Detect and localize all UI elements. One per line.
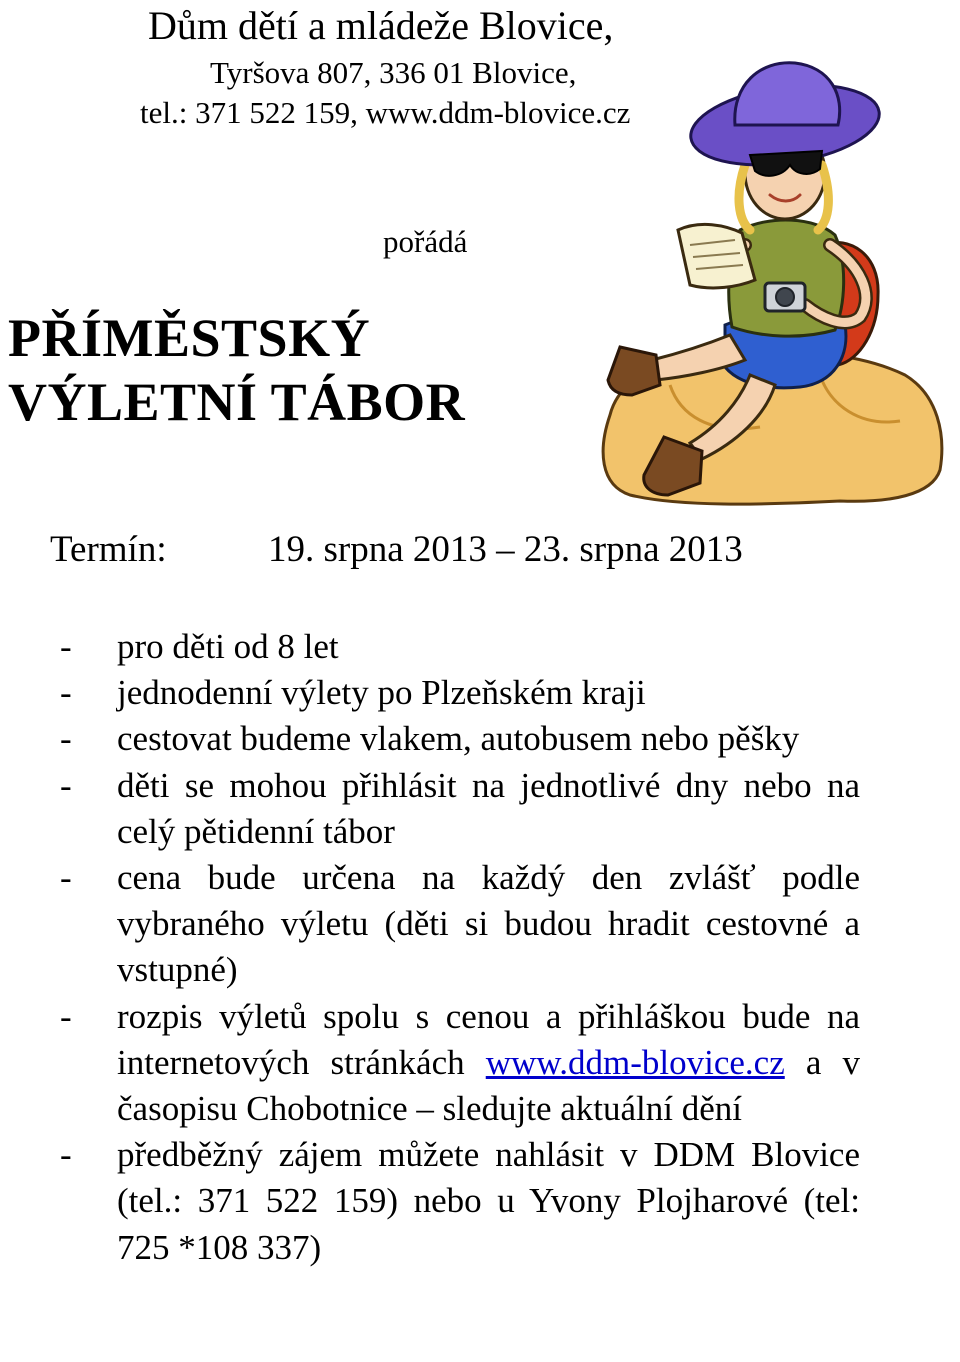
org-contact: tel.: 371 522 159, www.ddm-blovice.cz (140, 95, 631, 130)
bullet-text-pre: rozpis výletů spolu s cenou a přihláškou bude na internetových stránkách (117, 996, 860, 1082)
list-item (60, 1132, 860, 1271)
bullet-dash: - (60, 858, 72, 898)
org-address: Tyršova 807, 336 01 Blovice, (210, 55, 577, 90)
bullet-dash: - (60, 1135, 72, 1175)
bullet-dash: - (60, 719, 72, 759)
bullet-dash: - (60, 765, 72, 805)
title-line-2: VÝLETNÍ TÁBOR (8, 372, 466, 432)
bullet-text: pro děti od 8 let (117, 627, 339, 666)
termin-value: 19. srpna 2013 – 23. srpna 2013 (268, 529, 743, 570)
list-item (60, 716, 860, 762)
website-link[interactable]: www.ddm-blovice.cz (485, 1042, 785, 1082)
hiker-illustration (560, 55, 950, 510)
termin-label: Termín: (50, 529, 167, 570)
list-item (60, 624, 860, 670)
bullet-text: cena bude určena na každý den zvlášť podle vybraného výletu (děti si budou hradit cestovné a vstupné) (117, 858, 860, 990)
bullet-dash: - (60, 673, 72, 713)
intro-text: pořádá (383, 224, 468, 259)
list-item (60, 994, 860, 1133)
bullet-text: jednodenní výlety po Plzeňském kraji (117, 673, 646, 713)
bullet-dash: - (60, 996, 72, 1036)
bullet-text (117, 994, 860, 1133)
info-list (60, 624, 860, 1271)
bullet-dash: - (60, 627, 72, 666)
map (678, 224, 755, 287)
list-item (60, 670, 860, 716)
list-item (60, 763, 860, 855)
bullet-text: děti se mohou přihlásit na jednotlivé dny nebo na celý pětidenní tábor (117, 765, 860, 851)
bullet-text: předběžný zájem můžete nahlásit v DDM Blovice (tel.: 371 522 159) nebo u Yvony Plojharové (tel: 725 *108 337) (117, 1135, 860, 1267)
bullet-text-post: a v časopisu Chobotnice – sledujte aktuální dění (117, 1042, 860, 1129)
title-line-1: PŘÍMĚSTSKÝ (8, 308, 371, 368)
list-item (60, 855, 860, 994)
termin-row (50, 528, 743, 571)
bullet-text: cestovat budeme vlakem, autobusem nebo pěšky (117, 719, 800, 759)
boot-upper (608, 347, 660, 395)
hat-crown (735, 63, 840, 125)
org-name: Dům dětí a mládeže Blovice, (148, 3, 614, 48)
